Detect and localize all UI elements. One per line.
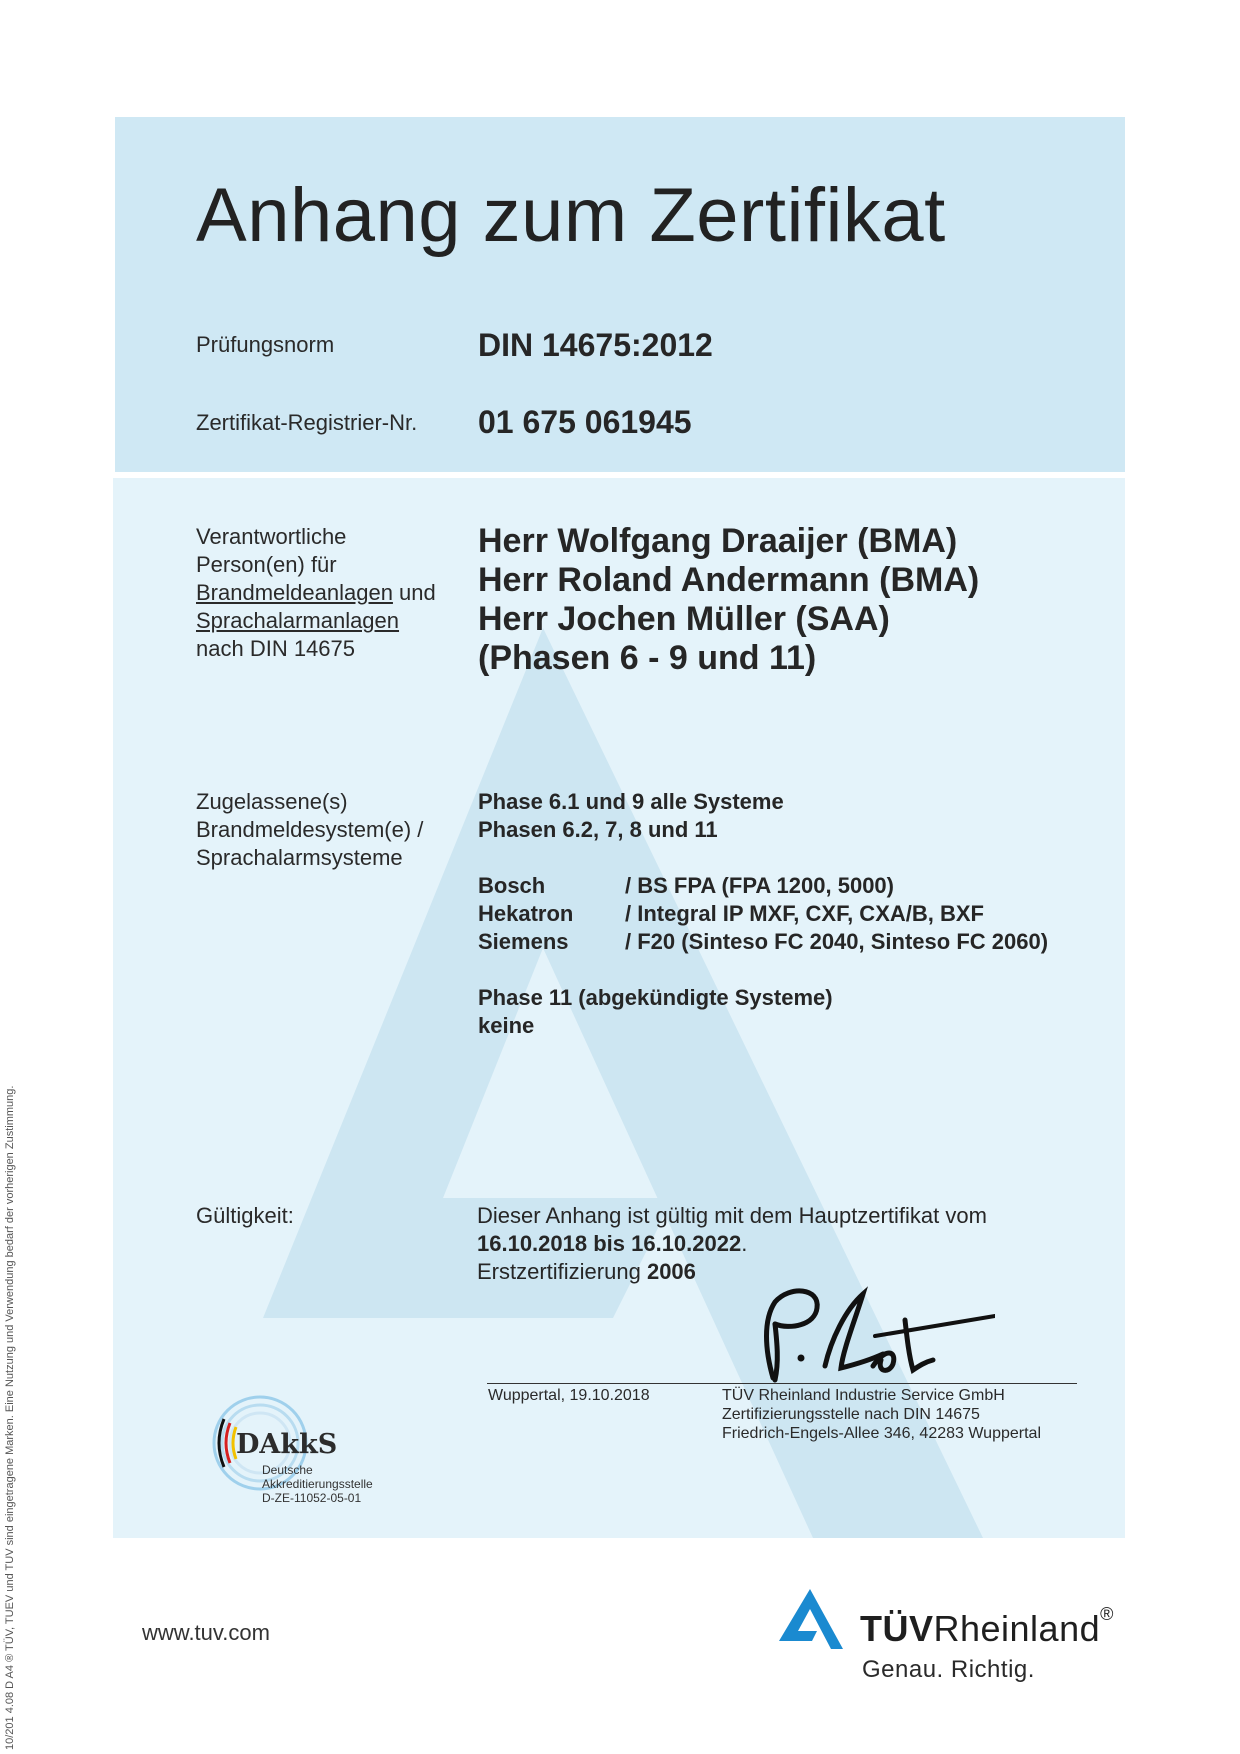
brand-bold: TÜV (860, 1608, 934, 1649)
discontinued-systems (478, 984, 833, 1040)
phase-line: Phasen 6.2, 7, 8 und 11 (478, 817, 718, 842)
manufacturer-row (478, 928, 1098, 956)
signature-line (487, 1383, 1077, 1384)
dakks-line: Akkreditierungsstelle (262, 1477, 373, 1491)
persons-list (478, 522, 979, 678)
side-note-text: 10/201 4.08 D A4 ® TÜV, TUEV und TUV sind eingetragene Marken. Eine Nutzung und Verwendung bedarf der vorherigen Zustimmung. (4, 1085, 16, 1750)
person-entry: (Phasen 6 - 9 und 11) (478, 639, 817, 677)
brand-regular: Rheinland (933, 1608, 1101, 1649)
responsible-label-line: Verantwortliche (196, 524, 347, 549)
validity-text (477, 1202, 987, 1286)
side-note (4, 1085, 24, 1750)
registered-mark: ® (1100, 1604, 1114, 1624)
phase-lines (478, 788, 784, 844)
manufacturer-table (478, 872, 1098, 956)
place-date: Wuppertal, 19.10.2018 (488, 1387, 650, 1404)
person-entry: Herr Jochen Müller (SAA) (478, 600, 890, 638)
fire-alarm-systems-text: Brandmeldeanlagen (196, 580, 393, 605)
first-certification-label: Erstzertifizierung (477, 1259, 647, 1284)
discontinued-value: keine (478, 1013, 535, 1038)
dakks-line: D-ZE-11052-05-01 (262, 1491, 362, 1505)
first-certification-year: 2006 (646, 1259, 696, 1284)
norm-value: DIN 14675:2012 (478, 327, 713, 363)
manufacturer-name: Siemens (478, 929, 569, 954)
validity-label: Gültigkeit: (196, 1203, 294, 1228)
tuv-triangle-icon (773, 1585, 847, 1653)
dakks-line: Deutsche (262, 1463, 313, 1477)
discontinued-title: Phase 11 (abgekündigte Systeme) (478, 985, 833, 1010)
issuer-block (722, 1386, 1041, 1443)
validity-line: Dieser Anhang ist gültig mit dem Hauptzertifikat vom (477, 1203, 987, 1228)
issuer-line: Zertifizierungsstelle nach DIN 14675 (722, 1406, 980, 1423)
responsible-label-line: nach DIN 14675 (196, 636, 355, 661)
systems-label-line: Brandmeldesystem(e) / (196, 817, 424, 842)
person-entry: Herr Roland Andermann (BMA) (478, 561, 980, 599)
issuer-line: TÜV Rheinland Industrie Service GmbH (722, 1387, 1005, 1404)
validity-dates: 16.10.2018 bis 16.10.2022 (477, 1231, 742, 1256)
tuv-rheinland-wordmark (860, 1604, 1114, 1650)
dakks-details (262, 1463, 373, 1505)
issuer-line: Friedrich-Engels-Allee 346, 42283 Wuppertal (722, 1425, 1041, 1442)
responsible-label (196, 523, 436, 663)
systems-label-line: Sprachalarmsysteme (196, 845, 403, 870)
document-title: Anhang zum Zertifikat (196, 173, 946, 258)
responsible-label-line (196, 579, 436, 607)
and-text: und (392, 580, 436, 605)
person-entry: Herr Wolfgang Draaijer (BMA) (478, 522, 958, 560)
manufacturer-row (478, 872, 1098, 900)
phase-line: Phase 6.1 und 9 alle Systeme (478, 789, 784, 814)
norm-label: Prüfungsnorm (196, 332, 335, 357)
website-url: www.tuv.com (142, 1620, 270, 1645)
validity-dates-line (477, 1230, 987, 1258)
manufacturer-product: / BS FPA (FPA 1200, 5000) (625, 873, 894, 898)
dakks-name: DAkkS (236, 1429, 338, 1460)
manufacturer-product: / Integral IP MXF, CXF, CXA/B, BXF (625, 901, 984, 926)
registration-value: 01 675 061945 (478, 404, 692, 440)
manufacturer-name: Hekatron (478, 901, 574, 926)
registration-label: Zertifikat-Registrier-Nr. (196, 410, 418, 435)
slogan: Genau. Richtig. (862, 1656, 1035, 1683)
systems-label (196, 788, 423, 872)
validity-dates-suffix: . (741, 1231, 748, 1256)
dakks-logo (210, 1393, 430, 1511)
voice-alarm-systems-text: Sprachalarmanlagen (196, 608, 400, 633)
manufacturer-name: Bosch (478, 873, 546, 898)
manufacturer-row (478, 900, 1098, 928)
manufacturer-product: / F20 (Sinteso FC 2040, Sinteso FC 2060) (625, 929, 1049, 954)
systems-label-line: Zugelassene(s) (196, 789, 348, 814)
responsible-label-line: Person(en) für (196, 552, 337, 577)
handwritten-signature (745, 1280, 995, 1400)
